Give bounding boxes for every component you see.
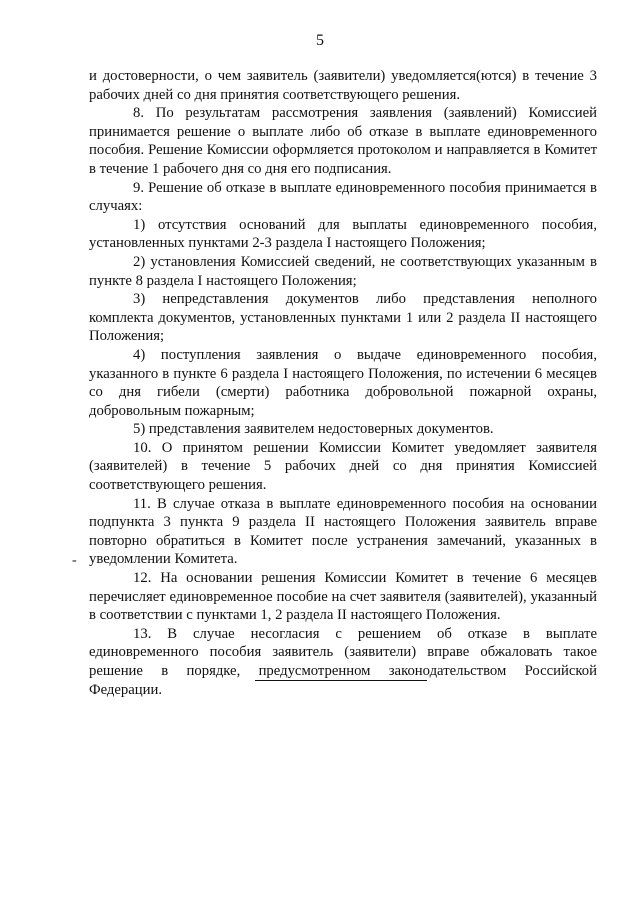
paragraph-11: 11. В случае отказа в выплате единовременного пособия на основании подпункта 3 пункта 9 раздела II настоящего Положения заявитель вправе повторно обратиться в Комитет после устранения замечаний, указанных в уведомлении Комитета. — [89, 495, 597, 568]
margin-mark: - — [72, 553, 77, 568]
paragraph-9-item-1: 1) отсутствия оснований для выплаты единовременного пособия, установленных пунктами 2-3 раздела I настоящего Положения; — [89, 216, 597, 252]
paragraph-9-item-4: 4) поступления заявления о выдаче единовременного пособия, указанного в пункте 6 раздела I настоящего Положения, по истечении 6 месяцев со дня гибели (смерти) работника добровольной пожарной охраны, добровольным пожарным; — [89, 346, 597, 419]
page-number: 5 — [316, 32, 324, 49]
paragraph-9: 9. Решение об отказе в выплате единовременного пособия принимается в случаях: — [89, 179, 597, 215]
end-divider-line — [255, 680, 427, 681]
paragraph-13: 13. В случае несогласия с решением об отказе в выплате единовременного пособия заявитель (заявители) вправе обжаловать такое решение в порядке, предусмотренном законодательством Российской Федерации. — [89, 625, 597, 698]
paragraph-10: 10. О принятом решении Комиссии Комитет уведомляет заявителя (заявителей) в течение 5 рабочих дней со дня принятия Комиссией соответствующего решения. — [89, 439, 597, 494]
document-body — [89, 67, 597, 699]
paragraph-9-item-5: 5) представления заявителем недостоверных документов. — [133, 421, 494, 438]
paragraph-continuation: и достоверности, о чем заявитель (заявители) уведомляется(ются) в течение 3 рабочих дней со дня принятия соответствующего решения. — [89, 68, 597, 103]
paragraph-12: 12. На основании решения Комиссии Комитет в течение 6 месяцев перечисляет единовременное пособие на счет заявителя (заявителей), указанный в соответствии с пунктами 1, 2 раздела II настоящего Положения. — [89, 570, 597, 624]
paragraph-9-item-2: 2) установления Комиссией сведений, не соответствующих указанным в пункте 8 раздела I настоящего Положения; — [89, 253, 597, 289]
paragraph-9-item-3: 3) непредставления документов либо представления неполного комплекта документов, установленных пунктами 1 или 2 раздела II настоящего Положения; — [89, 291, 597, 345]
paragraph-8: 8. По результатам рассмотрения заявления (заявлений) Комиссией принимается решение о выплате либо об отказе в выплате единовременного пособия. Решение Комиссии оформляется протоколом и направляется в Комитет в течение 1 рабочего дня со дня его подписания. — [89, 105, 597, 177]
